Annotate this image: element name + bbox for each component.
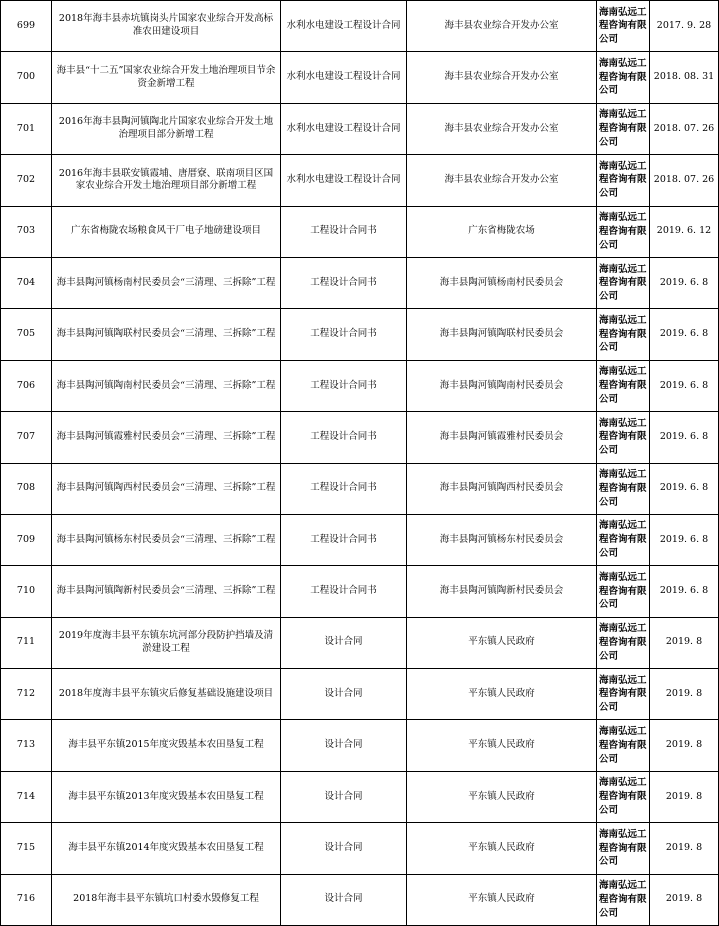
contractor-name: 海南弘远工程咨询有限公司 — [597, 257, 650, 308]
table-row — [1, 823, 719, 874]
contractor-name: 海南弘远工程咨询有限公司 — [597, 566, 650, 617]
contract-type: 设计合同 — [281, 874, 407, 925]
table-row — [1, 669, 719, 720]
table-row — [1, 412, 719, 463]
contract-date: 2019. 6. 8 — [650, 309, 719, 360]
client-name: 海丰县农业综合开发办公室 — [407, 52, 597, 103]
project-name: 海丰县陶河镇杨东村民委员会“三清理、三拆除”工程 — [52, 514, 281, 565]
table-row — [1, 874, 719, 925]
client-name: 海丰县农业综合开发办公室 — [407, 1, 597, 52]
table-row — [1, 514, 719, 565]
contract-date: 2019. 8 — [650, 823, 719, 874]
client-name: 平东镇人民政府 — [407, 823, 597, 874]
table-row — [1, 52, 719, 103]
contract-type: 工程设计合同书 — [281, 412, 407, 463]
row-number: 709 — [1, 514, 52, 565]
client-name: 海丰县陶河镇陶西村民委员会 — [407, 463, 597, 514]
project-name: 2018年海丰县赤坑镇岗头片国家农业综合开发高标准农田建设项目 — [52, 1, 281, 52]
contractor-name: 海南弘远工程咨询有限公司 — [597, 617, 650, 668]
contract-date: 2019. 6. 8 — [650, 463, 719, 514]
contract-date: 2019. 6. 12 — [650, 206, 719, 257]
row-number: 707 — [1, 412, 52, 463]
contract-date: 2019. 8 — [650, 720, 719, 771]
row-number: 700 — [1, 52, 52, 103]
project-name: 海丰县平东镇2013年度灾毁基本农田垦复工程 — [52, 771, 281, 822]
contract-type: 水利水电建设工程设计合同 — [281, 103, 407, 154]
contract-type: 工程设计合同书 — [281, 566, 407, 617]
table-row — [1, 1, 719, 52]
contractor-name: 海南弘远工程咨询有限公司 — [597, 206, 650, 257]
contractor-name: 海南弘远工程咨询有限公司 — [597, 412, 650, 463]
client-name: 海丰县农业综合开发办公室 — [407, 103, 597, 154]
row-number: 715 — [1, 823, 52, 874]
contractor-name: 海南弘远工程咨询有限公司 — [597, 155, 650, 206]
contractor-name: 海南弘远工程咨询有限公司 — [597, 669, 650, 720]
project-name: 2016年海丰县陶河镇陶北片国家农业综合开发土地治理项目部分新增工程 — [52, 103, 281, 154]
contractor-name: 海南弘远工程咨询有限公司 — [597, 823, 650, 874]
table-row — [1, 360, 719, 411]
contract-date: 2019. 6. 8 — [650, 412, 719, 463]
row-number: 710 — [1, 566, 52, 617]
row-number: 699 — [1, 1, 52, 52]
contract-type: 工程设计合同书 — [281, 514, 407, 565]
client-name: 海丰县农业综合开发办公室 — [407, 155, 597, 206]
client-name: 平东镇人民政府 — [407, 874, 597, 925]
table-row — [1, 771, 719, 822]
contract-date: 2019. 6. 8 — [650, 514, 719, 565]
table-row — [1, 155, 719, 206]
contract-date: 2017. 9. 28 — [650, 1, 719, 52]
contract-type: 水利水电建设工程设计合同 — [281, 155, 407, 206]
row-number: 705 — [1, 309, 52, 360]
table-row — [1, 103, 719, 154]
contractor-name: 海南弘远工程咨询有限公司 — [597, 463, 650, 514]
table-row — [1, 617, 719, 668]
contractor-name: 海南弘远工程咨询有限公司 — [597, 52, 650, 103]
project-name: 2016年海丰县联安镇霞埔、唐厝寮、联南项目区国家农业综合开发土地治理项目部分新增工程 — [52, 155, 281, 206]
contract-type: 工程设计合同书 — [281, 257, 407, 308]
row-number: 703 — [1, 206, 52, 257]
client-name: 海丰县陶河镇杨东村民委员会 — [407, 514, 597, 565]
client-name: 平东镇人民政府 — [407, 771, 597, 822]
contractor-name: 海南弘远工程咨询有限公司 — [597, 360, 650, 411]
client-name: 海丰县陶河镇杨南村民委员会 — [407, 257, 597, 308]
table-row — [1, 257, 719, 308]
client-name: 广东省梅陇农场 — [407, 206, 597, 257]
project-name: 海丰县平东镇2014年度灾毁基本农田垦复工程 — [52, 823, 281, 874]
row-number: 714 — [1, 771, 52, 822]
contract-type: 设计合同 — [281, 617, 407, 668]
contract-date: 2019. 8 — [650, 617, 719, 668]
contract-date: 2018. 07. 26 — [650, 103, 719, 154]
contract-type: 设计合同 — [281, 720, 407, 771]
contractor-name: 海南弘远工程咨询有限公司 — [597, 103, 650, 154]
contract-date: 2019. 6. 8 — [650, 257, 719, 308]
contractor-name: 海南弘远工程咨询有限公司 — [597, 1, 650, 52]
row-number: 712 — [1, 669, 52, 720]
project-name: 2018年度海丰县平东镇灾后修复基础设施建设项目 — [52, 669, 281, 720]
row-number: 706 — [1, 360, 52, 411]
contract-table-body — [1, 1, 719, 926]
table-row — [1, 720, 719, 771]
contract-type: 水利水电建设工程设计合同 — [281, 1, 407, 52]
contractor-name: 海南弘远工程咨询有限公司 — [597, 514, 650, 565]
contract-date: 2019. 8 — [650, 771, 719, 822]
contract-type: 设计合同 — [281, 669, 407, 720]
contract-type: 设计合同 — [281, 771, 407, 822]
contractor-name: 海南弘远工程咨询有限公司 — [597, 720, 650, 771]
contractor-name: 海南弘远工程咨询有限公司 — [597, 874, 650, 925]
project-name: 海丰县陶河镇陶新村民委员会“三清理、三拆除”工程 — [52, 566, 281, 617]
project-name: 海丰县陶河镇陶西村民委员会“三清理、三拆除”工程 — [52, 463, 281, 514]
project-name: 海丰县陶河镇杨南村民委员会“三清理、三拆除”工程 — [52, 257, 281, 308]
contract-type: 设计合同 — [281, 823, 407, 874]
contractor-name: 海南弘远工程咨询有限公司 — [597, 771, 650, 822]
project-name: 2019年度海丰县平东镇东坑河部分段防护挡墙及清淤建设工程 — [52, 617, 281, 668]
contract-type: 工程设计合同书 — [281, 463, 407, 514]
contract-date: 2019. 8 — [650, 669, 719, 720]
client-name: 平东镇人民政府 — [407, 617, 597, 668]
contract-type: 工程设计合同书 — [281, 206, 407, 257]
contract-type: 水利水电建设工程设计合同 — [281, 52, 407, 103]
project-name: 海丰县平东镇2015年度灾毁基本农田垦复工程 — [52, 720, 281, 771]
row-number: 711 — [1, 617, 52, 668]
project-name: 海丰县“十二五”国家农业综合开发土地治理项目节余资金新增工程 — [52, 52, 281, 103]
project-name: 海丰县陶河镇霞雅村民委员会“三清理、三拆除”工程 — [52, 412, 281, 463]
client-name: 海丰县陶河镇陶新村民委员会 — [407, 566, 597, 617]
table-row — [1, 309, 719, 360]
client-name: 海丰县陶河镇陶南村民委员会 — [407, 360, 597, 411]
contract-date: 2019. 6. 8 — [650, 566, 719, 617]
client-name: 平东镇人民政府 — [407, 669, 597, 720]
contract-type: 工程设计合同书 — [281, 309, 407, 360]
project-name: 海丰县陶河镇陶联村民委员会“三清理、三拆除”工程 — [52, 309, 281, 360]
row-number: 701 — [1, 103, 52, 154]
contract-date: 2019. 6. 8 — [650, 360, 719, 411]
row-number: 702 — [1, 155, 52, 206]
client-name: 海丰县陶河镇霞雅村民委员会 — [407, 412, 597, 463]
row-number: 708 — [1, 463, 52, 514]
row-number: 713 — [1, 720, 52, 771]
contract-type: 工程设计合同书 — [281, 360, 407, 411]
table-row — [1, 566, 719, 617]
row-number: 716 — [1, 874, 52, 925]
table-row — [1, 206, 719, 257]
row-number: 704 — [1, 257, 52, 308]
contract-date: 2018. 07. 26 — [650, 155, 719, 206]
table-row — [1, 463, 719, 514]
project-name: 2018年海丰县平东镇坑口村委水毁修复工程 — [52, 874, 281, 925]
contract-date: 2018. 08. 31 — [650, 52, 719, 103]
client-name: 海丰县陶河镇陶联村民委员会 — [407, 309, 597, 360]
project-name: 海丰县陶河镇陶南村民委员会“三清理、三拆除”工程 — [52, 360, 281, 411]
contract-date: 2019. 8 — [650, 874, 719, 925]
project-name: 广东省梅陇农场粮食风干厂电子地磅建设项目 — [52, 206, 281, 257]
client-name: 平东镇人民政府 — [407, 720, 597, 771]
contractor-name: 海南弘远工程咨询有限公司 — [597, 309, 650, 360]
